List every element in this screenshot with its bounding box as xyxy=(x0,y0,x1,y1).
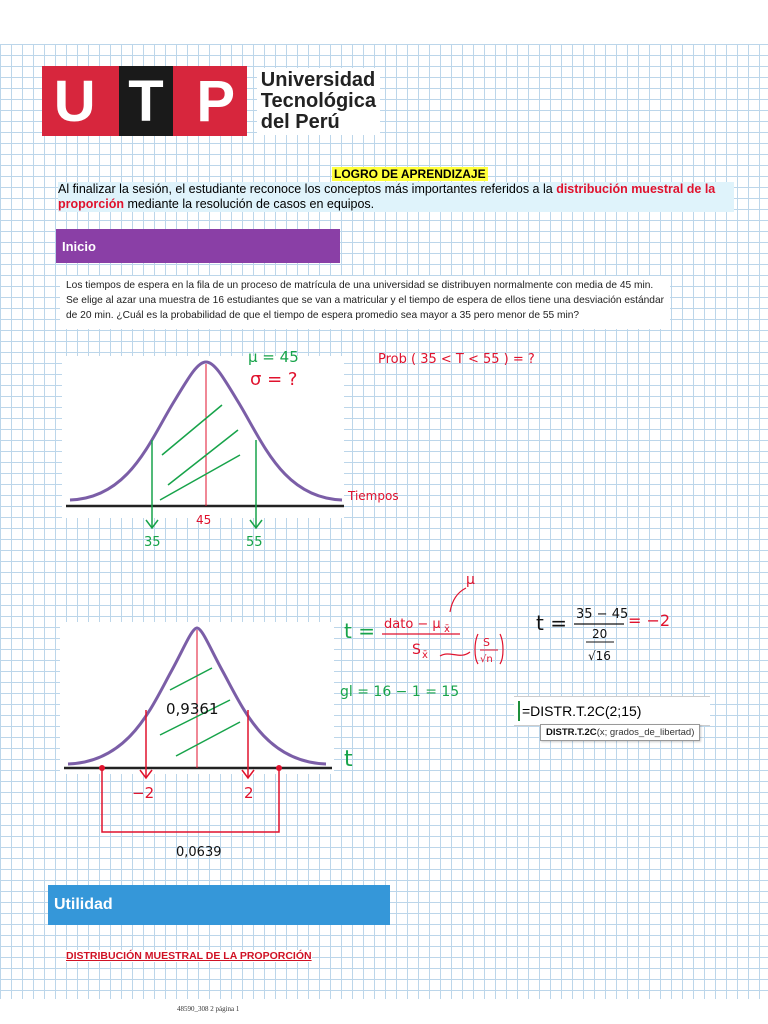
logo-line-1: Universidad xyxy=(260,68,376,91)
hatch-lines-1 xyxy=(160,405,240,500)
axis-name-2: t xyxy=(344,747,353,772)
formula-numerator-sub: x̄ xyxy=(444,624,450,635)
formula-denominator: S xyxy=(412,642,421,658)
excel-formula-text: =DISTR.T.2C(2;15) xyxy=(522,703,642,719)
left-value-2: −2 xyxy=(132,784,155,802)
axis-name-1: Tiempos xyxy=(348,489,399,503)
center-value-1: 45 xyxy=(196,513,212,527)
central-area-label: 0,9361 xyxy=(166,700,219,718)
calc-numerator: 35 − 45 xyxy=(576,607,629,622)
left-value-1: 35 xyxy=(144,535,161,550)
excel-formula-cell[interactable] xyxy=(514,696,710,726)
calc-lhs: t = xyxy=(536,611,567,635)
page-footer: 48590_308 2 página 1 xyxy=(177,1005,240,1013)
calc-result: = −2 xyxy=(628,611,671,630)
calc-den-num: 20 xyxy=(592,627,608,641)
logro-highlight: distribución muestral de la proporción xyxy=(58,182,716,211)
calc-den-den: √16 xyxy=(588,649,611,663)
inicio-label: Inicio xyxy=(62,238,96,254)
se-numerator: S xyxy=(483,636,490,649)
logo-letter-t: T xyxy=(119,66,173,136)
logro-text-before: Al finalizar la sesión, el estudiante reconoce los conceptos más importantes referidos a la xyxy=(58,182,557,196)
formula-numerator: dato − μ xyxy=(384,617,441,632)
right-value-1: 55 xyxy=(246,535,263,550)
right-value-2: 2 xyxy=(244,784,254,802)
distribution-section-title: DISTRIBUCIÓN MUESTRAL DE LA PROPORCIÓN xyxy=(66,950,312,962)
sigma-label: σ = ? xyxy=(250,369,298,390)
utilidad-section-header xyxy=(48,885,390,925)
problem-statement: Los tiempos de espera en la fila de un proceso de matrícula de una universidad se distribuyen normalmente con media de 45 min. Se elige al azar una muestra de 16 estudiantes que se van a matricular y el tiempo de espera de ellos tiene una desviación estándar de 20 min. ¿Cuál es la probabilidad de que el tiempo de espera promedio sea mayor a 35 pero menor de 55 min? xyxy=(60,276,670,329)
mu-pointer-label: μ xyxy=(466,572,475,588)
tooltip-function-name: DISTR.T.2C xyxy=(546,727,597,738)
excel-function-tooltip xyxy=(540,724,700,741)
se-denominator: √n xyxy=(480,654,493,665)
logo-line-3: del Perú xyxy=(260,110,340,133)
tooltip-args: (x; grados_de_libertad) xyxy=(596,727,695,738)
se-pointer-arrow xyxy=(440,652,470,656)
logo-letter-p: P xyxy=(196,68,236,134)
logo-line-2: Tecnológica xyxy=(260,89,376,112)
se-paren-right xyxy=(500,634,503,664)
formula-denominator-sub: x̄ xyxy=(422,650,428,661)
se-paren-left xyxy=(475,634,478,664)
utilidad-label: Utilidad xyxy=(54,896,113,913)
tails-area-label: 0,0639 xyxy=(176,845,222,860)
logro-text-after: mediante la resolución de casos en equipos. xyxy=(123,197,375,211)
formula-lhs: t = xyxy=(344,619,375,643)
mu-label: μ = 45 xyxy=(248,348,299,366)
degrees-of-freedom: gl = 16 − 1 = 15 xyxy=(340,684,460,700)
cell-cursor-bar xyxy=(518,701,520,721)
logro-title: LOGRO DE APRENDIZAJE xyxy=(334,167,486,181)
mu-pointer-arrow xyxy=(450,588,466,612)
logo-letter-u: U xyxy=(53,68,96,134)
prob-label: Prob ( 35 < T < 55 ) = ? xyxy=(378,352,535,367)
